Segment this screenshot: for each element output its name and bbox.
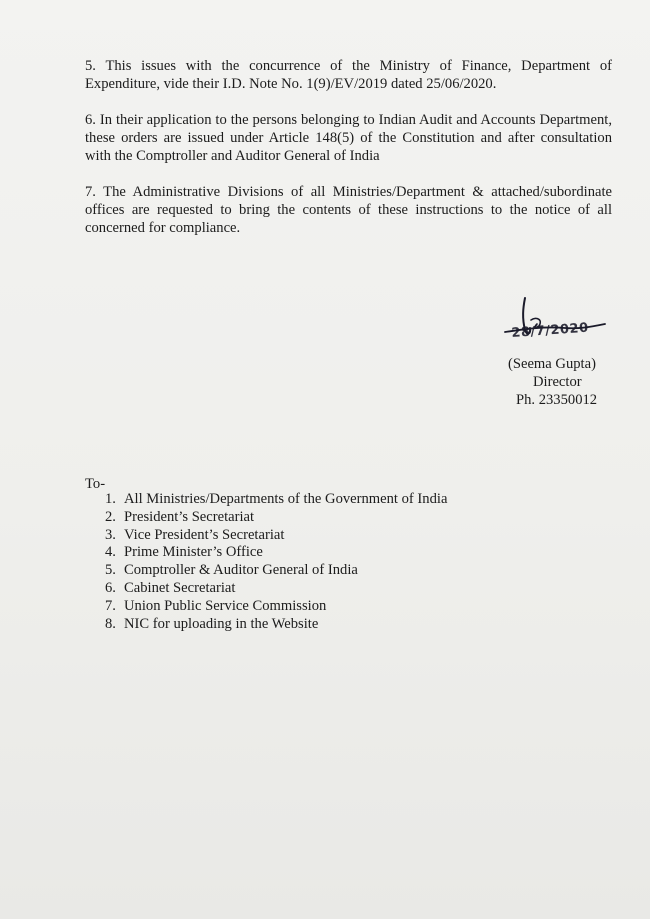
recipient-item — [85, 544, 447, 562]
recipient-text: Prime Minister’s Office — [124, 544, 263, 561]
recipient-text: All Ministries/Departments of the Government of India — [124, 491, 448, 507]
recipient-item — [85, 509, 447, 527]
recipient-number: 3. — [105, 526, 116, 543]
recipient-item — [85, 562, 447, 580]
paragraph-5: 5. This issues with the concurrence of the Ministry of Finance, Department of Expenditure, vide their I.D. Note No. 1(9)/EV/2019 dated 25/06/2020. — [85, 58, 612, 92]
recipient-number: 5. — [105, 562, 116, 579]
signatory-name: (Seema Gupta) — [508, 356, 596, 372]
recipient-number: 1. — [105, 491, 116, 507]
paragraph-6: 6. In their application to the persons belonging to Indian Audit and Accounts Department, these orders are issued under Article 148(5) of the Constitution and after consultation with the Comptroller and Auditor General of India — [85, 112, 612, 164]
signature-block — [508, 355, 618, 409]
recipient-text: President’s Secretariat — [124, 508, 255, 525]
recipient-text: Union Public Service Commission — [124, 597, 327, 614]
recipient-number: 8. — [105, 615, 116, 632]
distribution-label: To- — [85, 476, 106, 492]
recipient-number: 4. — [105, 544, 116, 561]
recipient-item — [85, 616, 447, 634]
recipient-text: NIC for uploading in the Website — [124, 615, 319, 632]
recipient-number: 6. — [105, 579, 116, 596]
recipient-item — [85, 527, 447, 545]
recipient-item — [85, 491, 447, 509]
recipient-text: Cabinet Secretariat — [124, 579, 236, 596]
recipient-number: 7. — [105, 597, 116, 614]
paragraph-7: 7. The Administrative Divisions of all Ministries/Department & attached/subordinate offices are requested to bring the contents of these instructions to the notice of all concerned for compliance. — [85, 184, 612, 236]
signature-date: 28/7/2020 — [510, 320, 590, 341]
recipient-text: Vice President’s Secretariat — [124, 526, 285, 543]
recipient-text: Comptroller & Auditor General of India — [124, 562, 358, 579]
recipient-item — [85, 598, 447, 616]
recipient-item — [85, 580, 447, 598]
recipient-number: 2. — [105, 508, 116, 525]
signatory-designation: Director — [533, 374, 582, 390]
signatory-phone: Ph. 23350012 — [516, 392, 598, 408]
recipient-list — [85, 491, 447, 633]
